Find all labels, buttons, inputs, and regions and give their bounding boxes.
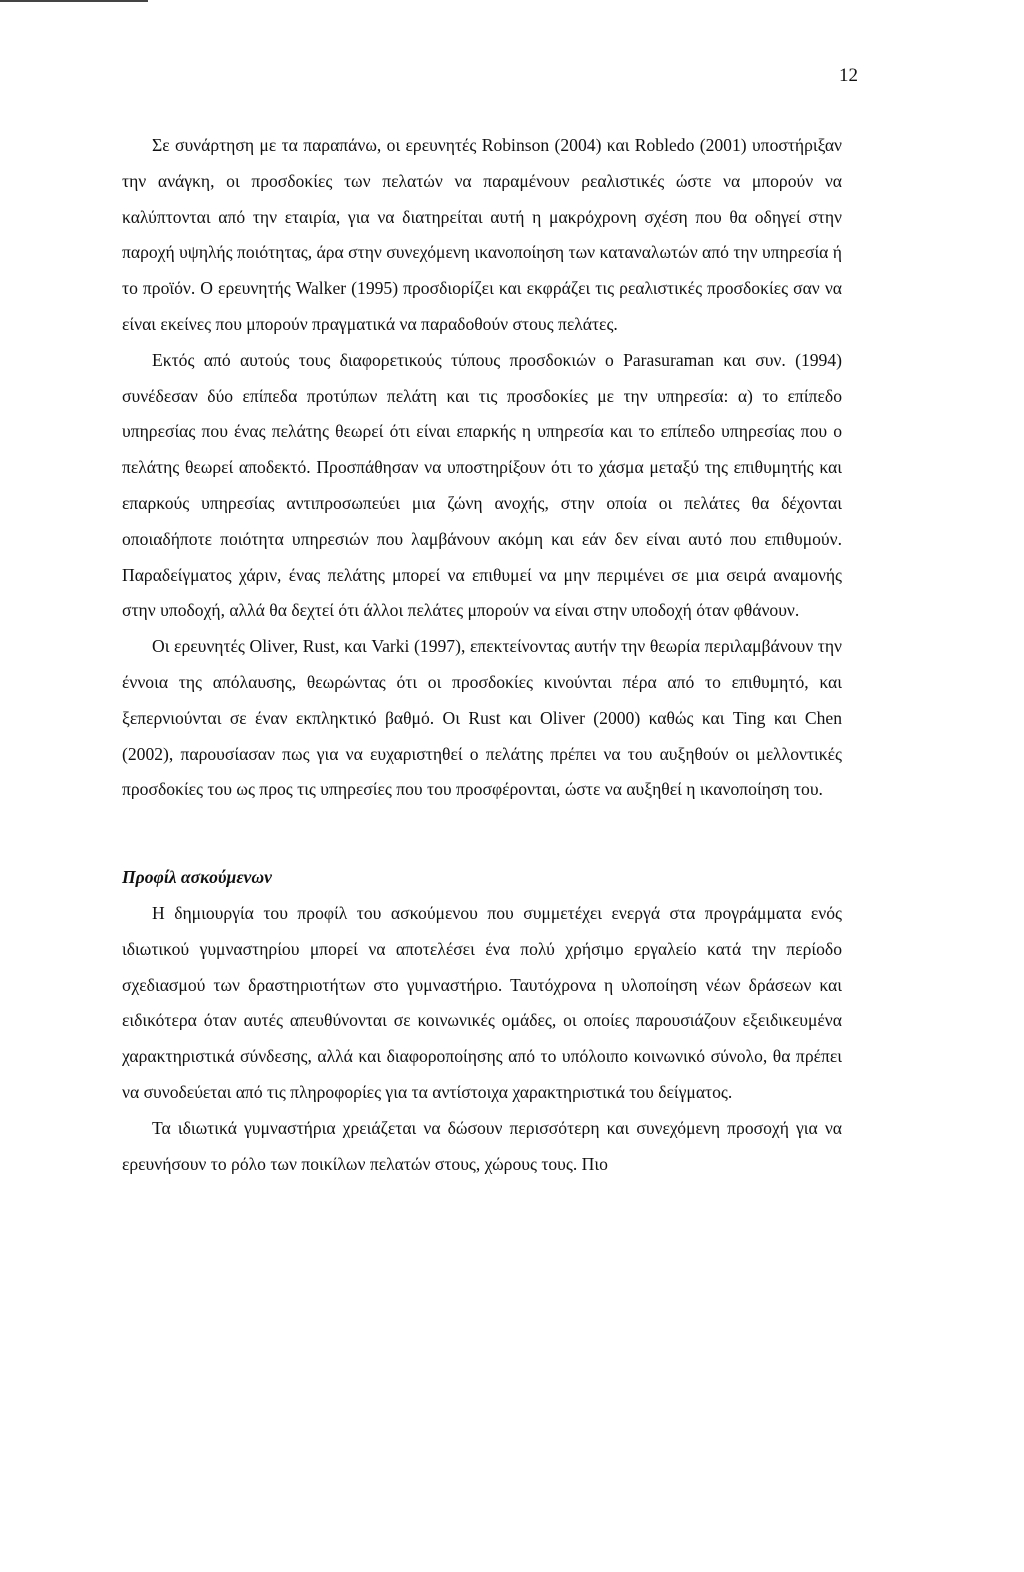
paragraph-oliver-rust-varki: Οι ερευνητές Oliver, Rust, και Varki (1997), επεκτείνοντας αυτήν την θεωρία περιλαμβάνουν την έννοια της απόλαυσης, θεωρώντας ότι οι προσδοκίες κινούνται πέρα από το επιθυμητό, και ξεπερνιούνται σε έναν εκπληκτικό βαθμό. Οι Rust και Oliver (2000) καθώς και Ting και Chen (2002), παρουσίασαν πως για να ευχαριστηθεί ο πελάτης πρέπει να του αυξηθούν οι μελλοντικές προσδοκίες του ως προς τις υπηρεσίες που του προσφέρονται, ώστε να αυξηθεί η ικανοποίηση του. xyxy=(122,636,842,800)
top-rule xyxy=(0,0,148,2)
paragraph-parasuraman: Εκτός από αυτούς τους διαφορετικούς τύπους προσδοκιών ο Parasuraman και συν. (1994) συνέδεσαν δύο επίπεδα προτύπων πελάτη και τις προσδοκίες με την υπηρεσία: α) το επίπεδο υπηρεσίας που ένας πελάτης θεωρεί ότι είναι επαρκής η υπηρεσία και το επίπεδο υπηρεσίας που ο πελάτης θεωρεί αποδεκτό. Προσπάθησαν να υποστηρίξουν ότι το χάσμα μεταξύ της επιθυμητής και επαρκούς υπηρεσίας αντιπροσωπεύει μια ζώνη ανοχής, στην οποία οι πελάτες θα δέχονται οποιαδήποτε ποιότητα υπηρεσιών που λαμβάνουν ακόμη και εάν δεν είναι αυτό που επιθυμούν. Παραδείγματος χάριν, ένας πελάτης μπορεί να επιθυμεί να μην περιμένει σε μια σειρά αναμονής στην υποδοχή, αλλά θα δεχτεί ότι άλλοι πελάτες μπορούν να είναι στην υποδοχή όταν φθάνουν. xyxy=(122,349,842,621)
paragraph-trainee-profile: Η δημιουργία του προφίλ του ασκούμενου που συμμετέχει ενεργά στα προγράμματα ενός ιδιωτικού γυμναστηρίου μπορεί να αποτελέσει ένα πολύ χρήσιμο εργαλείο κατά την περίοδο σχεδιασμού των δραστηριοτήτων στο γυμναστήριο. Ταυτόχρονα η υλοποίηση νέων δράσεων και ειδικότερα όταν αυτές απευθύνονται σε κοινωνικές ομάδες, οι οποίες παρουσιάζουν εξειδικευμένα χαρακτηριστικά σύνδεσης, αλλά και διαφοροποίησης από το υπόλοιπο κοινωνικό σύνολο, θα πρέπει να συνοδεύεται από τις πληροφορίες για τα αντίστοιχα χαρακτηριστικά του δείγματος. xyxy=(122,902,842,1102)
paragraph-expectations-realistic: Σε συνάρτηση με τα παραπάνω, οι ερευνητές Robinson (2004) και Robledo (2001) υποστήριξαν την ανάγκη, οι προσδοκίες των πελατών να παραμένουν ρεαλιστικές ώστε να μπορούν να καλύπτονται από την εταιρία, για να διατηρείται αυτή η μακρόχρονη σχέση που θα οδηγεί στην παροχή υψηλής ποιότητας, άρα στην συνεχόμενη ικανοποίηση των καταναλωτών από την υπηρεσία ή το προϊόν. Ο ερευνητής Walker (1995) προσδιορίζει και εκφράζει τις ρεαλιστικές προσδοκίες σαν να είναι εκείνες που μπορούν πραγματικά να παραδοθούν στους πελάτες. xyxy=(122,135,842,334)
document-body xyxy=(122,128,842,1182)
section-spacer xyxy=(122,808,842,860)
page-number: 12 xyxy=(839,65,858,86)
paragraph-private-gyms: Τα ιδιωτικά γυμναστήρια χρειάζεται να δώσουν περισσότερη και συνεχόμενη προσοχή για να ερευνήσουν το ρόλο των ποικίλων πελατών στους, χώρους τους. Πιο xyxy=(122,1117,842,1174)
section-heading: Προφίλ ασκούμενων xyxy=(122,867,272,888)
